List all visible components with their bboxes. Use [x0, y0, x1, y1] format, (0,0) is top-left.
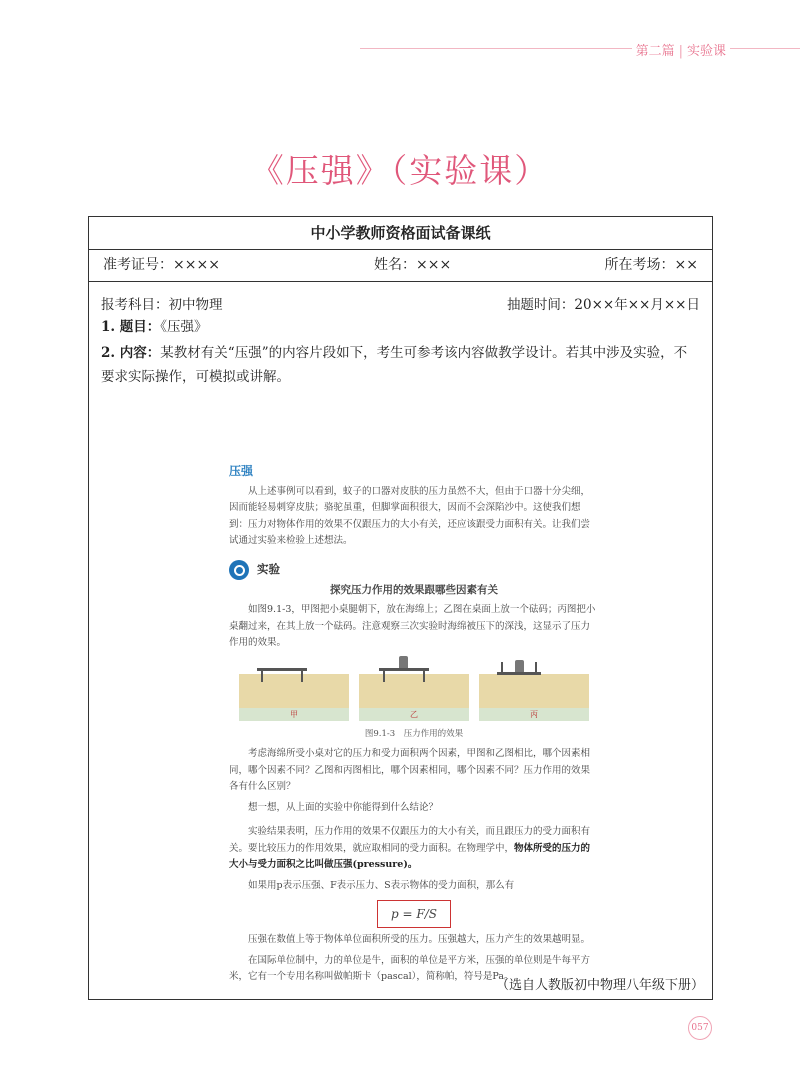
table-leg — [261, 668, 263, 682]
textbook-paragraph: 如果用p表示压强、F表示压力、S表示物体的受力面积，那么有 — [248, 879, 515, 891]
subject: 报考科目：初中物理 — [101, 297, 223, 313]
textbook-paragraph: 在国际单位制中，力的单位是牛，面积的单位是平方米，压强的单位则是牛每平方米，它有一个专用名称叫做帕斯卡（pascal），简称帕，符号是Pa。 — [229, 954, 591, 982]
content-label: 2. 内容： — [101, 345, 161, 361]
weight — [399, 656, 408, 668]
header-rule — [360, 48, 800, 49]
content-line — [101, 341, 700, 389]
experiment-paragraph: 如图9.1-3，甲图把小桌腿朝下，放在海绵上；乙图在桌面上放一个砝码；丙图把小桌翻过来，在其上放一个砝码。注意观察三次实验时海绵被压下的深浅，这显示了压力作用的效果。 — [229, 604, 596, 648]
lesson-prep-form — [88, 216, 713, 1000]
sponge-jia — [239, 674, 349, 708]
textbook-paragraph: 从上述事例可以看到，蚊子的口器对皮肤的压力虽然不大，但由于口器十分尖细，因而能轻易刺穿皮肤；骆驼虽重，但脚掌面积很大，因而不会深陷沙中。这使我们想到：压力对物体作用的效果不仅跟压力的大小有关，还应该跟受力面积有关。让我们尝试通过实验来检验上述想法。 — [229, 485, 591, 546]
figure-caption: 图9.1-3 压力作用的效果 — [364, 728, 464, 739]
meta-line — [101, 293, 700, 313]
sponge-yi — [359, 674, 469, 708]
textbook-excerpt — [229, 463, 599, 986]
running-header: 第二篇 | 实验课 — [632, 40, 730, 59]
topic-value: 《压强》 — [160, 319, 208, 335]
conclusion-text: 实验结果表明，压力作用的效果不仅跟压力的大小有关，而且跟压力的受力面积有关。要比较压力的作用效果，就应取相同的受力面积。在物理学中， — [229, 826, 591, 854]
table-leg — [301, 668, 303, 682]
exam-number: 准考证号：×××× — [103, 257, 220, 273]
exam-venue: 所在考场：×× — [604, 257, 698, 273]
textbook-paragraph: 压强在数值上等于物体单位面积所受的压力。压强越大，压力产生的效果越明显。 — [248, 934, 591, 945]
topic-label: 1. 题目： — [101, 319, 161, 335]
experiment-figure — [229, 662, 599, 722]
textbook-paragraph — [229, 824, 599, 874]
experiment-label: 实验 — [257, 562, 280, 577]
pressure-formula: p = F/S — [377, 900, 451, 928]
figure-label-jia: 甲 — [239, 708, 349, 721]
page-title: 《压强》（实验课） — [250, 151, 550, 190]
experiment-header — [229, 560, 599, 580]
sponge-bing — [479, 674, 589, 708]
form-body — [89, 281, 712, 999]
table-jia — [257, 668, 307, 671]
source-note: （选自人教版初中物理八年级下册） — [495, 978, 704, 993]
experiment-title: 探究压力作用的效果跟哪些因素有关 — [330, 583, 498, 596]
figure-label-bing: 丙 — [479, 708, 589, 721]
candidate-name: 姓名：××× — [374, 257, 452, 273]
topic-line — [101, 315, 700, 339]
table-bing — [497, 672, 541, 675]
draw-time: 抽题时间：20××年××月××日 — [506, 297, 700, 313]
textbook-heading: 压强 — [229, 464, 254, 478]
page-number: 057 — [688, 1016, 712, 1040]
table-leg — [423, 668, 425, 682]
header-part: 第二篇 — [635, 44, 675, 59]
table-leg — [383, 668, 385, 682]
experiment-icon — [229, 560, 249, 580]
textbook-paragraph: 想一想，从上面的实验中你能得到什么结论？ — [248, 801, 439, 813]
content-value: 某教材有关“压强”的内容片段如下，考生可参考该内容做教学设计。若其中涉及实验，不要求实际操作，可模拟或讲解。 — [101, 345, 688, 385]
textbook-paragraph: 考虑海绵所受小桌对它的压力和受力面积两个因素，甲图和乙图相比，哪个因素相同，哪个因素不同？乙图和丙图相比，哪个因素相同，哪个因素不同？压力作用的效果各有什么区别？ — [229, 748, 591, 792]
form-heading: 中小学教师资格面试备课纸 — [89, 217, 712, 250]
figure-label-yi: 乙 — [359, 708, 469, 721]
weight — [515, 660, 524, 672]
form-info-row — [89, 249, 712, 282]
table-yi — [379, 668, 429, 671]
pressure-definition: 物体所受的压力的大小与受力面积之比叫做压强(pressure)。 — [229, 842, 591, 870]
header-section: 实验课 — [686, 44, 726, 59]
